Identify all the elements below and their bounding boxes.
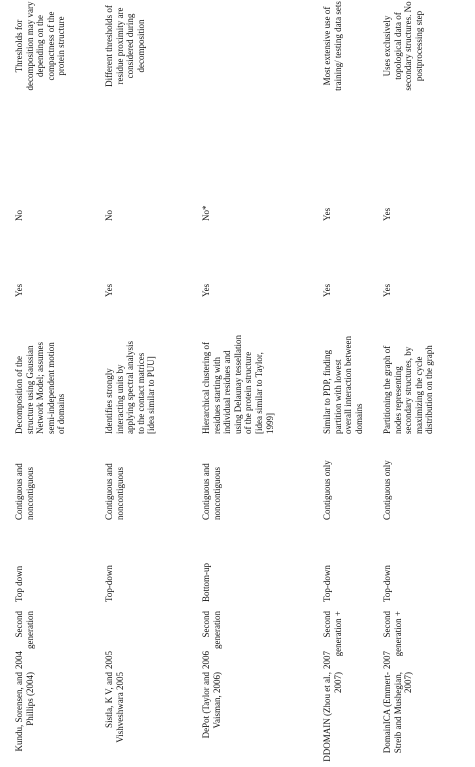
year-text: 2005 (104, 651, 114, 669)
yes-no-cell: Yes (104, 283, 114, 297)
method-cell: DDOMAIN (Zhou et al., 2007) (322, 672, 343, 762)
domain-type-cell: Contiguous only (322, 460, 332, 520)
year-generation-cell (382, 611, 403, 669)
method-cell: Sistla, K V, and Vishveshwara 2005 (104, 672, 125, 743)
yes-no-cell: Yes (382, 207, 392, 221)
method-cell: DePot (Taylor and Vaisman, 2006) (201, 672, 222, 739)
year-generation-cell (104, 611, 115, 669)
notes-cell: Thresholds for decomposition may vary depending on the compactness of the protein structure (14, 1, 67, 91)
description-cell: Partitioning the graph of nodes representing secondary structures, by maximizing the cycle distribution on the graph (382, 345, 435, 434)
description-cell: Decomposition of the structure using Gaussian Network Model; assumes semi-independent motion of domains (14, 342, 67, 434)
method-cell: Kundu, Sorensen, and Phillips (2004) (14, 672, 35, 752)
year-generation-cell (14, 611, 35, 669)
description-cell: Hierarchical clustering of residues starting with individual residues and using Delaunay tessellation of the protein structure [idea similar to Taylor, 1999] (201, 335, 275, 434)
yes-no-cell: No* (201, 205, 211, 221)
yes-no-cell: Yes (382, 283, 392, 297)
year-text: 2004 (14, 651, 24, 669)
year-generation-cell (201, 611, 222, 669)
approach-cell: Top-down (104, 565, 114, 602)
yes-no-cell: Yes (322, 283, 332, 297)
yes-no-cell: No (104, 210, 114, 221)
yes-no-cell: Yes (322, 207, 332, 221)
method-cell: DomainICA (Emmert-Streib and Mushegian, 2007) (382, 672, 414, 754)
yes-no-cell: No (14, 210, 24, 221)
domain-type-cell: Contiguous and noncontiguous (104, 463, 125, 520)
generation-text: Second generation + (382, 611, 403, 657)
generation-text: Second generation (201, 611, 222, 649)
notes-cell: Different thresholds of residue proximity are considered during decomposition (104, 5, 146, 87)
year-text: 2007 (322, 651, 332, 669)
year-generation-cell (322, 611, 343, 669)
approach-cell: Top-down (322, 565, 332, 602)
year-text: 2006 (201, 651, 211, 669)
year-text: 2007 (382, 651, 392, 669)
notes-cell: Most extensive use of training/ testing data sets (322, 1, 343, 91)
yes-no-cell: Yes (14, 283, 24, 297)
domain-type-cell: Contiguous and noncontiguous (14, 463, 35, 520)
generation-text: Second generation (14, 611, 35, 649)
approach-cell: Bottom-up (201, 562, 211, 602)
yes-no-cell: Yes (201, 283, 211, 297)
approach-cell: Top-down (382, 565, 392, 602)
notes-cell: Uses exclusively topological data of secondary structures. No postprocessing step (382, 1, 424, 91)
generation-text: Second generation + (322, 611, 343, 657)
approach-cell: Top down (14, 565, 24, 602)
domain-type-cell: Contiguous only (382, 460, 392, 520)
domain-type-cell: Contiguous and noncontiguous (201, 463, 222, 520)
description-cell: Identifies strongly interacting units by applying spectral analysis to the contact matrices [idea similar to PUU] (104, 341, 157, 434)
description-cell: Similar to PDP, finding partition with lowest overall interaction between domains (322, 336, 364, 434)
